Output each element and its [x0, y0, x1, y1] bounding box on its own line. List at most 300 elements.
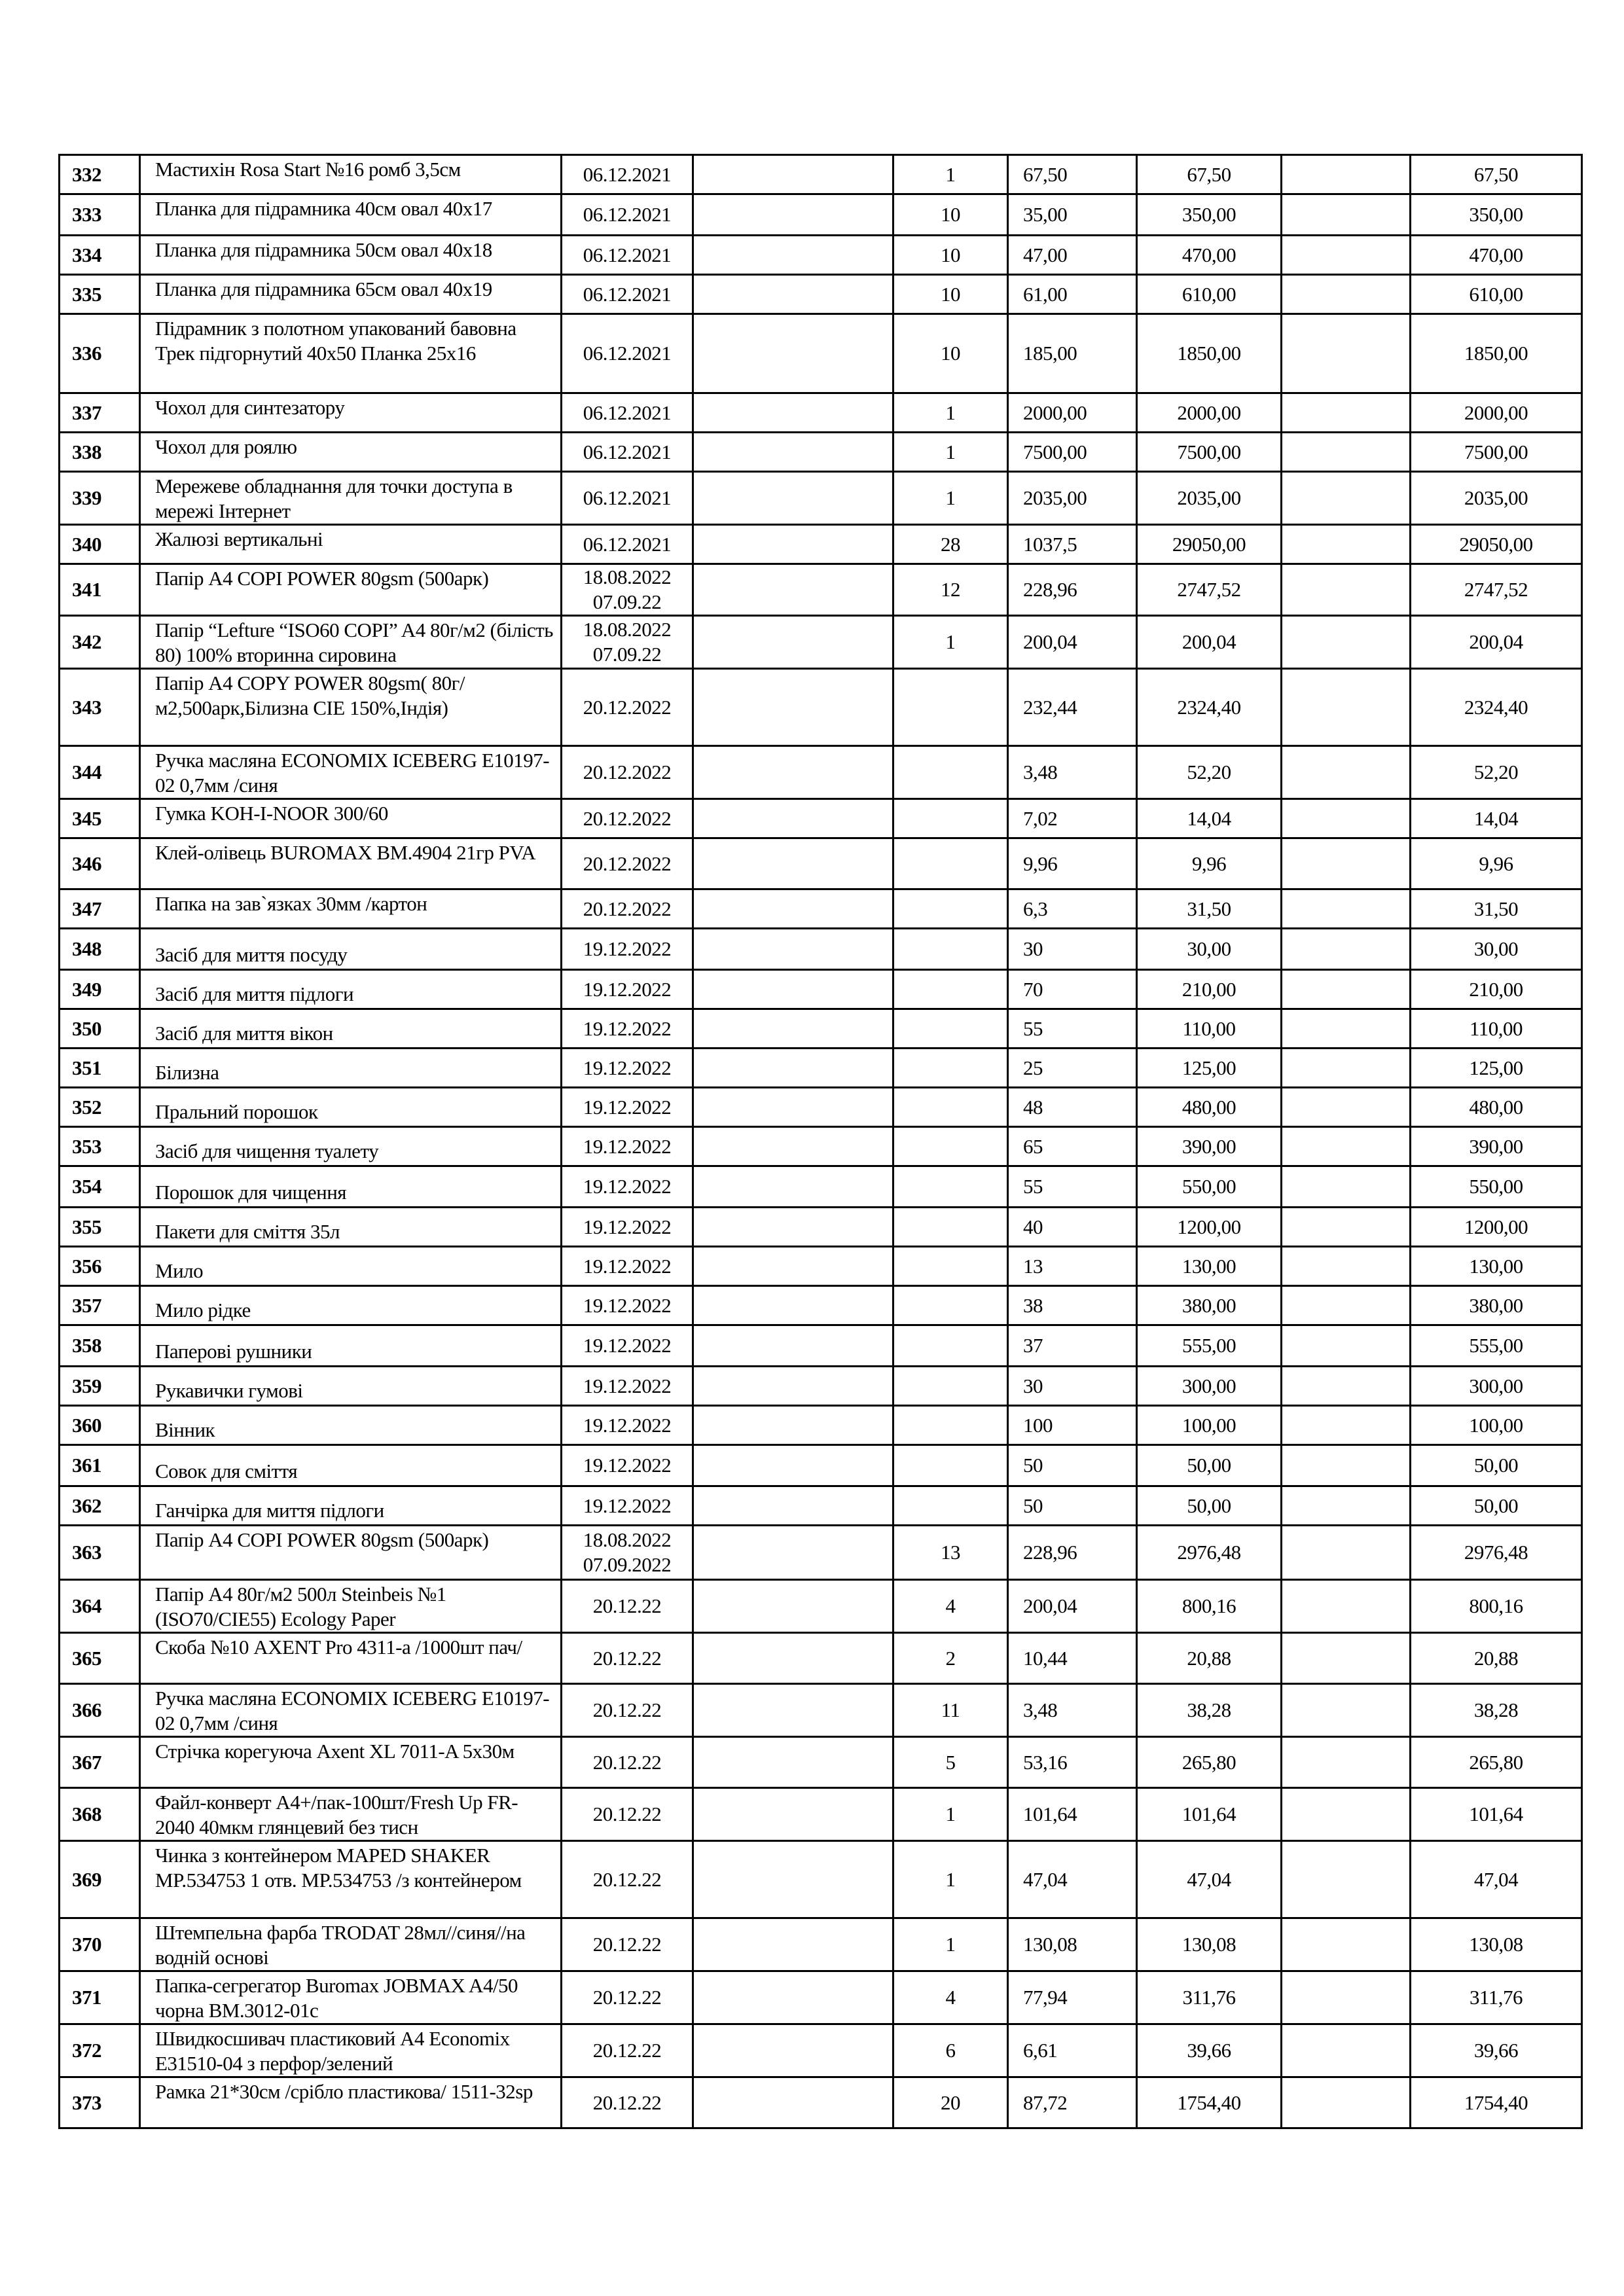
table-row	[60, 1325, 1582, 1367]
empty-cell	[1282, 393, 1411, 433]
empty-cell	[1282, 236, 1411, 275]
item-quantity: 28	[893, 525, 1008, 564]
item-sum: 2747,52	[1137, 564, 1282, 616]
empty-cell	[693, 1009, 893, 1049]
item-sum: 265,80	[1137, 1737, 1282, 1788]
item-date: 19.12.2022	[562, 1286, 693, 1325]
item-date: 20.12.22	[562, 1737, 693, 1788]
item-quantity: 1	[893, 1841, 1008, 1918]
item-name: Порошок для чищення	[140, 1166, 562, 1208]
item-sum: 800,16	[1137, 1580, 1282, 1633]
empty-cell	[693, 1918, 893, 1971]
item-total: 480,00	[1411, 1088, 1582, 1127]
empty-cell	[693, 393, 893, 433]
empty-cell	[1282, 1367, 1411, 1406]
row-number: 334	[60, 236, 140, 275]
item-total: 29050,00	[1411, 525, 1582, 564]
item-quantity	[893, 746, 1008, 799]
empty-cell	[693, 799, 893, 838]
item-quantity	[893, 838, 1008, 889]
item-price: 7,02	[1008, 799, 1137, 838]
empty-cell	[693, 433, 893, 472]
table-row	[60, 275, 1582, 314]
item-price: 101,64	[1008, 1788, 1137, 1841]
empty-cell	[1282, 889, 1411, 929]
item-name: Папір А4 80г/м2 500л Steinbeis №1 (ISO70/CIE55) Ecology Paper	[140, 1580, 562, 1633]
item-date: 06.12.2021	[562, 472, 693, 525]
table-row	[60, 838, 1582, 889]
row-number: 371	[60, 1971, 140, 2024]
item-sum: 29050,00	[1137, 525, 1282, 564]
empty-cell	[1282, 929, 1411, 970]
table-row	[60, 746, 1582, 799]
empty-cell	[1282, 564, 1411, 616]
row-number: 352	[60, 1088, 140, 1127]
table-row	[60, 1166, 1582, 1208]
item-name: Ганчірка для миття підлоги	[140, 1486, 562, 1526]
item-date: 18.08.2022 07.09.22	[562, 564, 693, 616]
item-price: 30	[1008, 929, 1137, 970]
item-quantity: 1	[893, 472, 1008, 525]
item-name: Мережеве обладнання для точки доступа в мережі Інтернет	[140, 472, 562, 525]
item-price: 47,00	[1008, 236, 1137, 275]
item-total: 101,64	[1411, 1788, 1582, 1841]
item-quantity	[893, 1286, 1008, 1325]
item-quantity	[893, 889, 1008, 929]
empty-cell	[1282, 433, 1411, 472]
item-total: 31,50	[1411, 889, 1582, 929]
empty-cell	[693, 314, 893, 393]
table-row	[60, 393, 1582, 433]
item-quantity	[893, 1127, 1008, 1166]
empty-cell	[1282, 1841, 1411, 1918]
table-row	[60, 929, 1582, 970]
item-sum: 2324,40	[1137, 669, 1282, 746]
item-name: Чохол для синтезатору	[140, 393, 562, 433]
item-price: 55	[1008, 1166, 1137, 1208]
table-row	[60, 1208, 1582, 1247]
item-sum: 30,00	[1137, 929, 1282, 970]
item-name: Ручка масляна ECONOMIX ICEBERG E10197-02 0,7мм /синя	[140, 1684, 562, 1737]
row-number: 345	[60, 799, 140, 838]
row-number: 344	[60, 746, 140, 799]
item-total: 67,50	[1411, 155, 1582, 194]
empty-cell	[693, 2024, 893, 2077]
item-quantity: 1	[893, 433, 1008, 472]
item-sum: 311,76	[1137, 1971, 1282, 2024]
item-total: 2324,40	[1411, 669, 1582, 746]
item-date: 20.12.22	[562, 2077, 693, 2128]
empty-cell	[1282, 669, 1411, 746]
item-total: 2000,00	[1411, 393, 1582, 433]
item-price: 3,48	[1008, 746, 1137, 799]
item-date: 19.12.2022	[562, 1049, 693, 1088]
item-date: 20.12.22	[562, 2024, 693, 2077]
empty-cell	[693, 1684, 893, 1737]
empty-cell	[693, 929, 893, 970]
item-name: Папір “Lefture “ISO60 COPI” A4 80г/м2 (білість 80) 100% вторинна сировина	[140, 616, 562, 669]
empty-cell	[1282, 1127, 1411, 1166]
table-row	[60, 1247, 1582, 1286]
item-date: 06.12.2021	[562, 433, 693, 472]
empty-cell	[1282, 838, 1411, 889]
item-date: 19.12.2022	[562, 1166, 693, 1208]
row-number: 351	[60, 1049, 140, 1088]
item-total: 9,96	[1411, 838, 1582, 889]
empty-cell	[693, 1088, 893, 1127]
item-sum: 9,96	[1137, 838, 1282, 889]
empty-cell	[693, 564, 893, 616]
empty-cell	[1282, 314, 1411, 393]
item-name: Гумка KOH-I-NOOR 300/60	[140, 799, 562, 838]
item-price: 3,48	[1008, 1684, 1137, 1737]
item-sum: 210,00	[1137, 970, 1282, 1009]
empty-cell	[693, 275, 893, 314]
row-number: 347	[60, 889, 140, 929]
item-price: 25	[1008, 1049, 1137, 1088]
item-date: 20.12.2022	[562, 889, 693, 929]
item-name: Засіб для чищення туалету	[140, 1127, 562, 1166]
empty-cell	[1282, 1788, 1411, 1841]
item-total: 30,00	[1411, 929, 1582, 970]
empty-cell	[693, 2077, 893, 2128]
empty-cell	[693, 525, 893, 564]
empty-cell	[693, 236, 893, 275]
item-quantity: 1	[893, 155, 1008, 194]
item-quantity	[893, 1406, 1008, 1445]
empty-cell	[693, 472, 893, 525]
item-total: 555,00	[1411, 1325, 1582, 1367]
row-number: 349	[60, 970, 140, 1009]
item-name: Папір А4 COPI POWER 80gsm (500арк)	[140, 564, 562, 616]
item-quantity	[893, 1325, 1008, 1367]
item-total: 265,80	[1411, 1737, 1582, 1788]
empty-cell	[693, 1049, 893, 1088]
item-price: 37	[1008, 1325, 1137, 1367]
empty-cell	[1282, 1088, 1411, 1127]
item-quantity: 12	[893, 564, 1008, 616]
item-total: 1754,40	[1411, 2077, 1582, 2128]
item-total: 39,66	[1411, 2024, 1582, 2077]
empty-cell	[1282, 1526, 1411, 1580]
row-number: 339	[60, 472, 140, 525]
item-sum: 20,88	[1137, 1633, 1282, 1684]
item-price: 232,44	[1008, 669, 1137, 746]
item-name: Клей-олівець BUROMAX BM.4904 21гр PVA	[140, 838, 562, 889]
item-price: 70	[1008, 970, 1137, 1009]
item-price: 40	[1008, 1208, 1137, 1247]
item-sum: 50,00	[1137, 1486, 1282, 1526]
item-date: 19.12.2022	[562, 1127, 693, 1166]
item-sum: 1754,40	[1137, 2077, 1282, 2128]
item-total: 550,00	[1411, 1166, 1582, 1208]
item-sum: 52,20	[1137, 746, 1282, 799]
item-quantity	[893, 1088, 1008, 1127]
table-row	[60, 1918, 1582, 1971]
item-total: 50,00	[1411, 1445, 1582, 1486]
table-row	[60, 236, 1582, 275]
item-date: 18.08.2022 07.09.2022	[562, 1526, 693, 1580]
item-quantity: 6	[893, 2024, 1008, 2077]
item-quantity: 1	[893, 393, 1008, 433]
item-quantity: 1	[893, 616, 1008, 669]
row-number: 362	[60, 1486, 140, 1526]
item-price: 2000,00	[1008, 393, 1137, 433]
item-name: Вінник	[140, 1406, 562, 1445]
empty-cell	[693, 194, 893, 236]
item-total: 200,04	[1411, 616, 1582, 669]
item-date: 19.12.2022	[562, 1406, 693, 1445]
item-total: 47,04	[1411, 1841, 1582, 1918]
item-sum: 130,00	[1137, 1247, 1282, 1286]
row-number: 373	[60, 2077, 140, 2128]
item-price: 6,61	[1008, 2024, 1137, 2077]
item-quantity: 20	[893, 2077, 1008, 2128]
table-row	[60, 799, 1582, 838]
row-number: 337	[60, 393, 140, 433]
empty-cell	[1282, 799, 1411, 838]
table-row	[60, 1737, 1582, 1788]
empty-cell	[1282, 525, 1411, 564]
empty-cell	[1282, 2077, 1411, 2128]
row-number: 340	[60, 525, 140, 564]
row-number: 341	[60, 564, 140, 616]
item-quantity	[893, 799, 1008, 838]
table-row	[60, 1580, 1582, 1633]
table-row	[60, 1486, 1582, 1526]
item-sum: 47,04	[1137, 1841, 1282, 1918]
row-number: 355	[60, 1208, 140, 1247]
item-price: 47,04	[1008, 1841, 1137, 1918]
item-date: 19.12.2022	[562, 1009, 693, 1049]
empty-cell	[1282, 746, 1411, 799]
table-row	[60, 1127, 1582, 1166]
item-quantity: 4	[893, 1580, 1008, 1633]
item-date: 19.12.2022	[562, 1486, 693, 1526]
item-name: Совок для сміття	[140, 1445, 562, 1486]
item-total: 390,00	[1411, 1127, 1582, 1166]
row-number: 353	[60, 1127, 140, 1166]
item-total: 100,00	[1411, 1406, 1582, 1445]
item-date: 20.12.22	[562, 1684, 693, 1737]
table-row	[60, 1406, 1582, 1445]
empty-cell	[1282, 194, 1411, 236]
empty-cell	[1282, 1009, 1411, 1049]
item-date: 06.12.2021	[562, 525, 693, 564]
row-number: 372	[60, 2024, 140, 2077]
empty-cell	[1282, 1580, 1411, 1633]
row-number: 361	[60, 1445, 140, 1486]
empty-cell	[1282, 1737, 1411, 1788]
empty-cell	[693, 1406, 893, 1445]
item-price: 228,96	[1008, 1526, 1137, 1580]
table-row	[60, 1633, 1582, 1684]
item-sum: 555,00	[1137, 1325, 1282, 1367]
item-total: 380,00	[1411, 1286, 1582, 1325]
row-number: 368	[60, 1788, 140, 1841]
row-number: 342	[60, 616, 140, 669]
item-total: 14,04	[1411, 799, 1582, 838]
empty-cell	[1282, 1247, 1411, 1286]
item-sum: 101,64	[1137, 1788, 1282, 1841]
item-quantity: 10	[893, 236, 1008, 275]
item-sum: 125,00	[1137, 1049, 1282, 1088]
item-name: Підрамник з полотном упакований бавовна Трек підгорнутий 40х50 Планка 25х16	[140, 314, 562, 393]
row-number: 350	[60, 1009, 140, 1049]
table-row	[60, 314, 1582, 393]
item-date: 20.12.22	[562, 1580, 693, 1633]
item-price: 50	[1008, 1445, 1137, 1486]
item-sum: 38,28	[1137, 1684, 1282, 1737]
item-total: 300,00	[1411, 1367, 1582, 1406]
item-total: 7500,00	[1411, 433, 1582, 472]
item-quantity	[893, 1166, 1008, 1208]
empty-cell	[1282, 1684, 1411, 1737]
table-row	[60, 970, 1582, 1009]
item-date: 20.12.22	[562, 1841, 693, 1918]
empty-cell	[693, 1286, 893, 1325]
table-row	[60, 669, 1582, 746]
table-row	[60, 1526, 1582, 1580]
item-price: 200,04	[1008, 616, 1137, 669]
item-date: 19.12.2022	[562, 970, 693, 1009]
item-quantity	[893, 1049, 1008, 1088]
item-price: 130,08	[1008, 1918, 1137, 1971]
item-sum: 2035,00	[1137, 472, 1282, 525]
item-date: 19.12.2022	[562, 1445, 693, 1486]
item-name: Стрічка корегуюча Axent XL 7011-A 5х30м	[140, 1737, 562, 1788]
table-row	[60, 525, 1582, 564]
item-sum: 110,00	[1137, 1009, 1282, 1049]
item-quantity	[893, 1486, 1008, 1526]
item-sum: 480,00	[1137, 1088, 1282, 1127]
item-quantity: 10	[893, 194, 1008, 236]
item-total: 210,00	[1411, 970, 1582, 1009]
item-quantity: 1	[893, 1918, 1008, 1971]
item-sum: 67,50	[1137, 155, 1282, 194]
row-number: 354	[60, 1166, 140, 1208]
empty-cell	[693, 1208, 893, 1247]
item-sum: 130,08	[1137, 1918, 1282, 1971]
empty-cell	[693, 970, 893, 1009]
item-sum: 31,50	[1137, 889, 1282, 929]
item-total: 2035,00	[1411, 472, 1582, 525]
row-number: 356	[60, 1247, 140, 1286]
table-row	[60, 2024, 1582, 2077]
item-name: Планка для підрамника 50см овал 40х18	[140, 236, 562, 275]
item-total: 1850,00	[1411, 314, 1582, 393]
item-name: Паперові рушники	[140, 1325, 562, 1367]
item-price: 65	[1008, 1127, 1137, 1166]
item-price: 9,96	[1008, 838, 1137, 889]
empty-cell	[693, 616, 893, 669]
item-sum: 2000,00	[1137, 393, 1282, 433]
empty-cell	[1282, 2024, 1411, 2077]
item-name: Жалюзі вертикальні	[140, 525, 562, 564]
item-name: Мастихін Rosa Start №16 ромб 3,5см	[140, 155, 562, 194]
item-sum: 7500,00	[1137, 433, 1282, 472]
empty-cell	[1282, 1971, 1411, 2024]
table-row	[60, 1684, 1582, 1737]
item-quantity	[893, 1445, 1008, 1486]
item-quantity	[893, 929, 1008, 970]
item-quantity	[893, 970, 1008, 1009]
item-name: Папка на зав`язках 30мм /картон	[140, 889, 562, 929]
item-date: 06.12.2021	[562, 275, 693, 314]
empty-cell	[1282, 970, 1411, 1009]
item-total: 610,00	[1411, 275, 1582, 314]
item-date: 06.12.2021	[562, 194, 693, 236]
table-row	[60, 472, 1582, 525]
item-total: 1200,00	[1411, 1208, 1582, 1247]
item-name: Засіб для миття вікон	[140, 1009, 562, 1049]
item-quantity: 11	[893, 1684, 1008, 1737]
item-quantity	[893, 1208, 1008, 1247]
empty-cell	[693, 1841, 893, 1918]
item-price: 7500,00	[1008, 433, 1137, 472]
item-total: 2747,52	[1411, 564, 1582, 616]
item-date: 19.12.2022	[562, 1088, 693, 1127]
item-name: Скоба №10 AXENT Pro 4311-a /1000шт пач/	[140, 1633, 562, 1684]
row-number: 359	[60, 1367, 140, 1406]
item-quantity: 4	[893, 1971, 1008, 2024]
row-number: 333	[60, 194, 140, 236]
item-sum: 14,04	[1137, 799, 1282, 838]
item-name: Чохол для роялю	[140, 433, 562, 472]
empty-cell	[693, 1580, 893, 1633]
table-row	[60, 433, 1582, 472]
item-quantity: 5	[893, 1737, 1008, 1788]
item-price: 30	[1008, 1367, 1137, 1406]
item-name: Папір А4 COPY POWER 80gsm( 80г/м2,500арк,Білизна CIE 150%,Індія)	[140, 669, 562, 746]
item-sum: 1200,00	[1137, 1208, 1282, 1247]
empty-cell	[1282, 472, 1411, 525]
item-price: 67,50	[1008, 155, 1137, 194]
item-date: 20.12.22	[562, 1971, 693, 2024]
table-row	[60, 1367, 1582, 1406]
empty-cell	[693, 1971, 893, 2024]
item-price: 87,72	[1008, 2077, 1137, 2128]
item-date: 19.12.2022	[562, 929, 693, 970]
item-name: Рамка 21*30см /срібло пластикова/ 1511-32sp	[140, 2077, 562, 2128]
item-price: 53,16	[1008, 1737, 1137, 1788]
item-quantity	[893, 1009, 1008, 1049]
item-sum: 300,00	[1137, 1367, 1282, 1406]
item-total: 311,76	[1411, 1971, 1582, 2024]
empty-cell	[693, 1633, 893, 1684]
empty-cell	[1282, 1633, 1411, 1684]
item-sum: 100,00	[1137, 1406, 1282, 1445]
item-quantity: 13	[893, 1526, 1008, 1580]
item-total: 800,16	[1411, 1580, 1582, 1633]
table-row	[60, 1788, 1582, 1841]
table-row	[60, 889, 1582, 929]
empty-cell	[693, 1788, 893, 1841]
row-number: 343	[60, 669, 140, 746]
item-price: 50	[1008, 1486, 1137, 1526]
empty-cell	[693, 1127, 893, 1166]
item-price: 13	[1008, 1247, 1137, 1286]
row-number: 360	[60, 1406, 140, 1445]
item-name: Пральний порошок	[140, 1088, 562, 1127]
empty-cell	[693, 1737, 893, 1788]
item-name: Пакети для сміття 35л	[140, 1208, 562, 1247]
row-number: 363	[60, 1526, 140, 1580]
row-number: 358	[60, 1325, 140, 1367]
item-quantity	[893, 1367, 1008, 1406]
inventory-table	[58, 154, 1583, 2129]
item-price: 77,94	[1008, 1971, 1137, 2024]
